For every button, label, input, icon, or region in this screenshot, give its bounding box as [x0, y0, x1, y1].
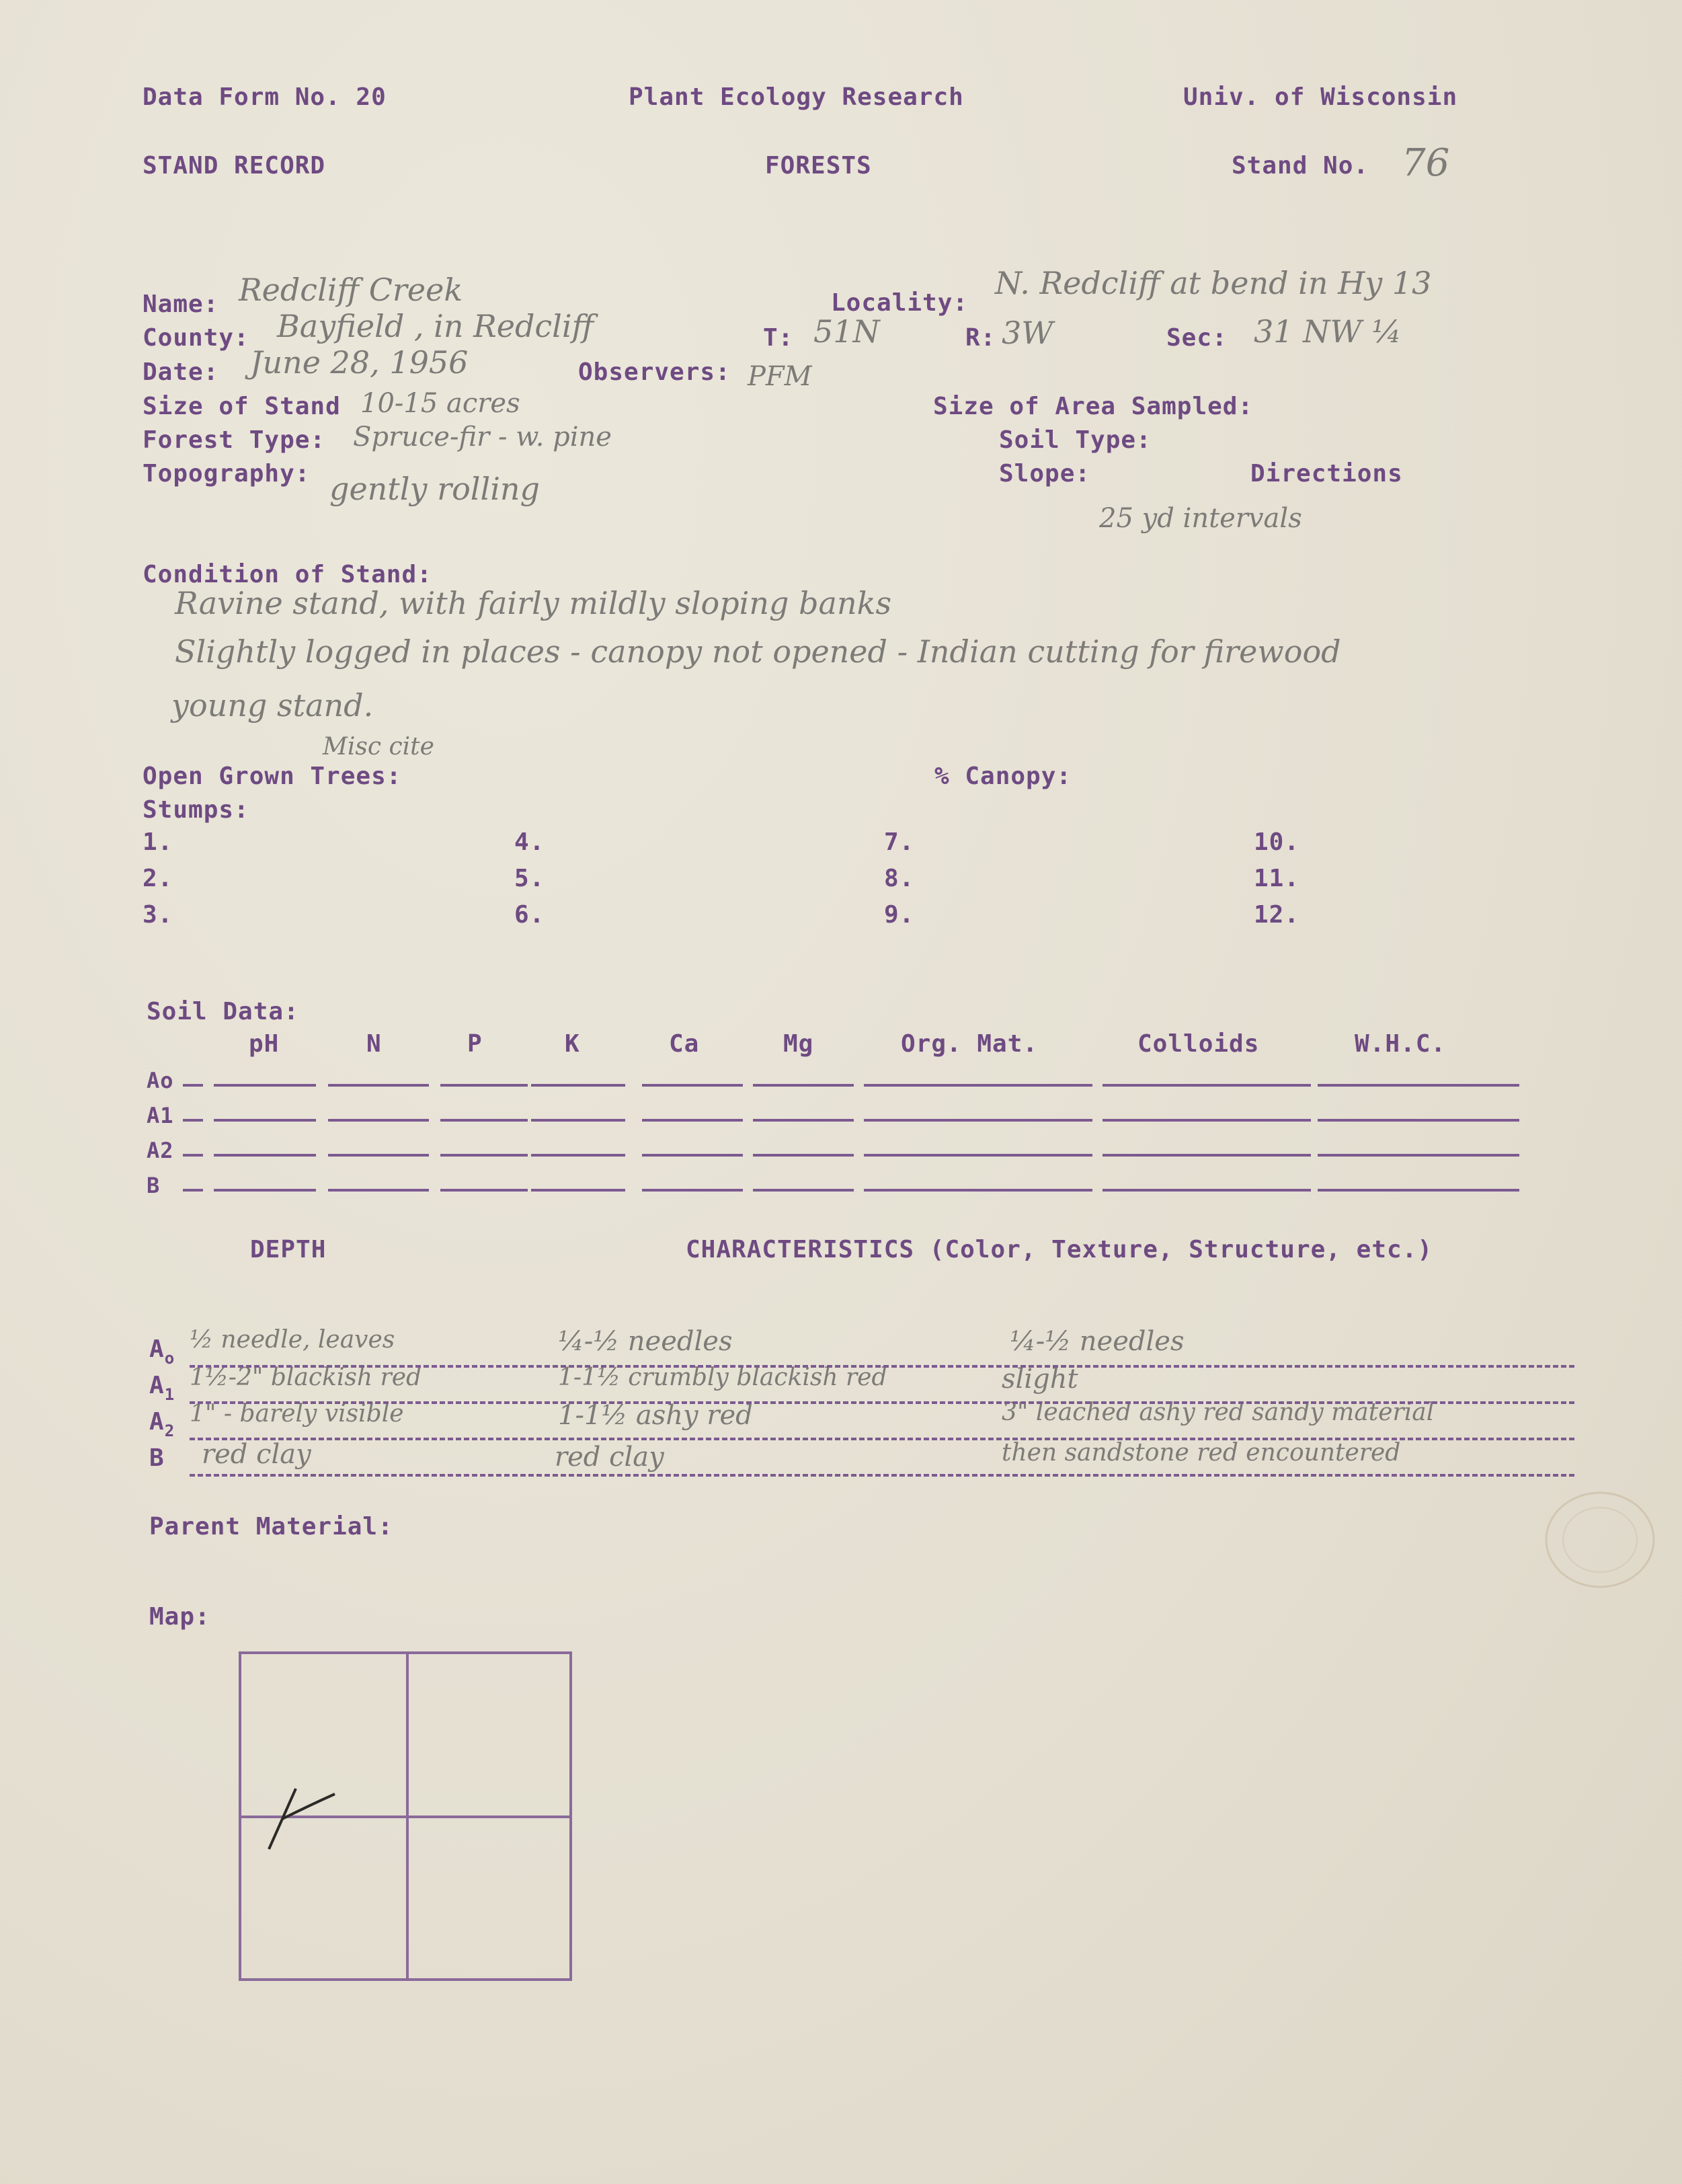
soil-table-rule — [1103, 1189, 1311, 1192]
program-title: Plant Ecology Research — [629, 83, 964, 111]
county-label: County: — [143, 324, 249, 352]
soil-table-rule — [864, 1189, 1092, 1192]
soil-table-rule — [440, 1154, 528, 1157]
map-mark-icon — [255, 1768, 343, 1863]
profile-characteristic: red clay — [555, 1442, 664, 1473]
soil-table-rule — [1318, 1154, 1519, 1157]
profile-characteristic: 1-1½ crumbly blackish red — [558, 1364, 887, 1391]
depth-label: DEPTH — [250, 1236, 327, 1263]
date-value: June 28, 1956 — [250, 344, 469, 381]
profile-horizon: $A_o$ — [149, 1335, 175, 1368]
range-value: 3W — [1002, 315, 1053, 351]
canopy-label: % Canopy: — [934, 763, 1072, 790]
soil-row-label: Ao — [147, 1068, 174, 1093]
soil-col-header: P — [467, 1030, 483, 1058]
soil-table-rule — [642, 1154, 743, 1157]
map-divider — [406, 1651, 409, 1978]
soil-type-label: Soil Type: — [999, 426, 1152, 454]
profile-characteristic: 3" leached ashy red sandy material — [1002, 1399, 1435, 1426]
soil-table-rule — [440, 1189, 528, 1192]
soil-table-rule — [183, 1189, 203, 1192]
stump-number: 5. — [514, 865, 545, 892]
map-label: Map: — [149, 1603, 210, 1631]
profile-depth: 1" - barely visible — [190, 1400, 404, 1428]
soil-table-rule — [183, 1154, 203, 1157]
soil-table-rule — [328, 1119, 429, 1122]
name-label: Name: — [143, 290, 219, 318]
soil-table-rule — [531, 1119, 625, 1122]
range-label: R: — [965, 324, 996, 352]
soil-table-rule — [183, 1084, 203, 1087]
soil-table-rule — [642, 1084, 743, 1087]
soil-table-rule — [531, 1084, 625, 1087]
stumps-label: Stumps: — [143, 796, 249, 824]
profile-characteristic: then sandstone red encountered — [1002, 1439, 1401, 1467]
soil-table-rule — [214, 1189, 316, 1192]
stump-number: 12. — [1254, 901, 1300, 929]
parent-material-label: Parent Material: — [149, 1513, 393, 1540]
intervals-note: 25 yd intervals — [1099, 503, 1302, 534]
stump-number: 8. — [884, 865, 915, 892]
section-label: Sec: — [1166, 324, 1228, 352]
soil-table-rule — [183, 1119, 203, 1122]
soil-table-rule — [753, 1119, 854, 1122]
size-of-stand-label: Size of Stand — [143, 393, 341, 420]
condition-line-1: Ravine stand, with fairly mildly sloping banks — [175, 585, 892, 621]
stump-number: 2. — [143, 865, 173, 892]
township-label: T: — [763, 324, 794, 352]
stump-number: 9. — [884, 901, 915, 929]
slope-label: Slope: — [999, 460, 1091, 488]
profile-depth: red clay — [202, 1439, 311, 1470]
profile-depth: 1½-2" blackish red — [190, 1364, 422, 1391]
soil-table-rule — [1103, 1154, 1311, 1157]
soil-table-rule — [440, 1084, 528, 1087]
soil-row-label: A2 — [147, 1138, 174, 1163]
soil-table-rule — [753, 1084, 854, 1087]
stump-number: 3. — [143, 901, 173, 929]
soil-table-rule — [864, 1084, 1092, 1087]
profile-horizon: $A_1$ — [149, 1372, 175, 1404]
soil-table-rule — [642, 1119, 743, 1122]
profile-characteristic: 1-1½ ashy red — [558, 1400, 753, 1431]
soil-col-header: Colloids — [1137, 1030, 1260, 1058]
observers-value: PFM — [748, 361, 812, 392]
stump-number: 4. — [514, 828, 545, 856]
profile-characteristic: ¼-½ needles — [558, 1326, 733, 1357]
soil-table-rule — [531, 1189, 625, 1192]
soil-col-header: Org. Mat. — [901, 1030, 1039, 1058]
soil-table-rule — [214, 1119, 316, 1122]
soil-table-rule — [440, 1119, 528, 1122]
institution: Univ. of Wisconsin — [1183, 83, 1458, 111]
topography-label: Topography: — [143, 460, 311, 488]
name-value: Redcliff Creek — [239, 272, 463, 308]
forest-type-label: Forest Type: — [143, 426, 326, 454]
soil-col-header: N — [366, 1030, 382, 1058]
soil-row-label: B — [147, 1173, 161, 1198]
stump-number: 6. — [514, 901, 545, 929]
category: FORESTS — [765, 152, 872, 180]
soil-table-rule — [1318, 1084, 1519, 1087]
soil-table-rule — [864, 1154, 1092, 1157]
coffee-stain — [1533, 1479, 1667, 1600]
soil-col-header: Mg — [783, 1030, 814, 1058]
size-of-stand-value: 10-15 acres — [360, 388, 520, 419]
soil-table-rule — [1103, 1084, 1311, 1087]
soil-table-rule — [328, 1154, 429, 1157]
condition-misc: Misc cite — [323, 733, 434, 760]
characteristics-label: CHARACTERISTICS (Color, Texture, Structure, etc.) — [686, 1236, 1433, 1263]
soil-table-rule — [1103, 1119, 1311, 1122]
stand-no-value: 76 — [1402, 141, 1450, 185]
soil-table-rule — [214, 1084, 316, 1087]
profile-rule — [190, 1474, 1574, 1477]
observers-label: Observers: — [578, 358, 731, 386]
profile-horizon: B — [149, 1444, 165, 1472]
soil-table-rule — [328, 1084, 429, 1087]
soil-table-rule — [1318, 1189, 1519, 1192]
soil-table-rule — [1318, 1119, 1519, 1122]
date-label: Date: — [143, 358, 219, 386]
condition-line-3: young stand. — [171, 687, 374, 724]
stump-number: 11. — [1254, 865, 1300, 892]
profile-horizon: $A_2$ — [149, 1408, 175, 1440]
soil-table-rule — [753, 1189, 854, 1192]
locality-value: N. Redcliff at bend in Hy 13 — [995, 265, 1432, 301]
stump-number: 10. — [1254, 828, 1300, 856]
soil-row-label: A1 — [147, 1103, 174, 1128]
size-of-area-label: Size of Area Sampled: — [933, 393, 1254, 420]
condition-label: Condition of Stand: — [143, 561, 432, 588]
profile-characteristic: ¼-½ needles — [1010, 1326, 1185, 1357]
profile-rule — [190, 1438, 1574, 1440]
open-grown-label: Open Grown Trees: — [143, 763, 402, 790]
topography-value: gently rolling — [329, 471, 540, 507]
profile-characteristic: slight — [1002, 1364, 1078, 1395]
condition-line-2: Slightly logged in places - canopy not opened - Indian cutting for firewood — [175, 633, 1341, 670]
profile-rule — [190, 1401, 1574, 1404]
soil-data-label: Soil Data: — [147, 998, 299, 1025]
form-number: Data Form No. 20 — [143, 83, 387, 111]
township-value: 51N — [813, 313, 880, 350]
soil-col-header: pH — [249, 1030, 280, 1058]
stump-number: 1. — [143, 828, 173, 856]
soil-col-header: K — [565, 1030, 580, 1058]
stump-number: 7. — [884, 828, 915, 856]
county-value: Bayfield , in Redcliff — [277, 308, 594, 344]
soil-table-rule — [864, 1119, 1092, 1122]
profile-depth: ½ needle, leaves — [190, 1326, 395, 1354]
soil-table-rule — [531, 1154, 625, 1157]
section-value: 31 NW ¼ — [1254, 313, 1402, 350]
soil-table-rule — [214, 1154, 316, 1157]
soil-col-header: Ca — [669, 1030, 700, 1058]
record-type: STAND RECORD — [143, 152, 326, 180]
forest-type-value: Spruce-fir - w. pine — [353, 422, 612, 453]
soil-col-header: W.H.C. — [1355, 1030, 1447, 1058]
soil-table-rule — [753, 1154, 854, 1157]
soil-table-rule — [328, 1189, 429, 1192]
stand-no-label: Stand No. — [1232, 152, 1369, 180]
profile-rule — [190, 1365, 1574, 1368]
locality-label: Locality: — [831, 289, 969, 317]
soil-table-rule — [642, 1189, 743, 1192]
directions-label: Directions — [1250, 460, 1403, 488]
